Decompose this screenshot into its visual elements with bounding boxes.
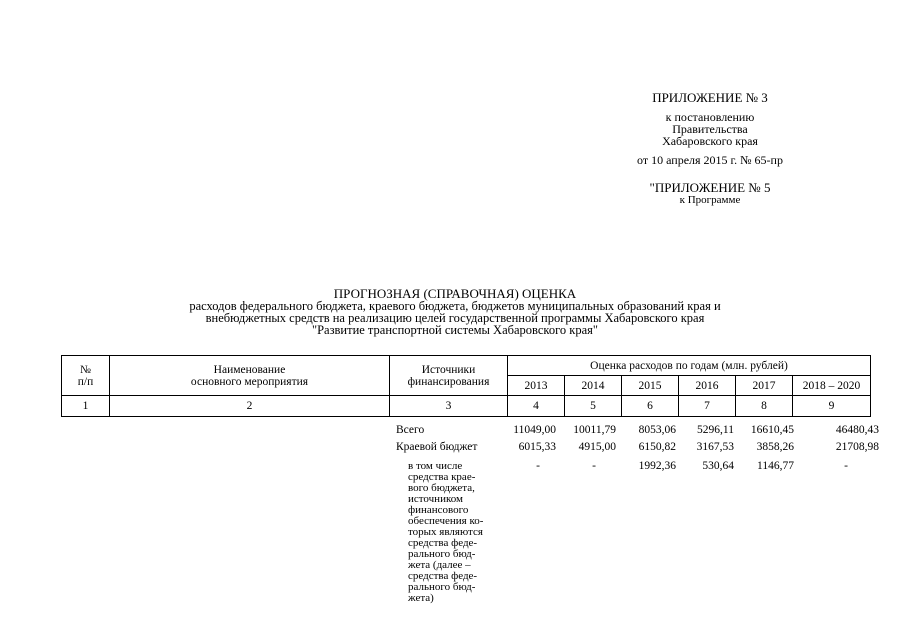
year-2017: 2017 [736,376,793,396]
appendix-header [600,91,820,206]
title-line-1: ПРОГНОЗНАЯ (СПРАВОЧНАЯ) ОЦЕНКА [333,286,577,301]
label-line: средства феде- [408,537,478,549]
cell-value: 1992,36 [638,460,676,472]
row-regional-label: Краевой бюджет [396,441,478,453]
expenses-table [61,355,871,417]
to-resolution: к постановлению [665,110,755,124]
cell-value: 10011,79 [573,424,616,436]
cell-value: - [592,460,596,472]
appendix-3-title: ПРИЛОЖЕНИЕ № 3 [652,90,768,105]
label-line: жета (далее – [408,559,471,571]
label-line: финансового [408,504,469,516]
label-line: обеспечения ко- [408,515,484,527]
to-program: к Программе [679,194,741,206]
label-line: источником [408,493,463,505]
header-name [110,356,390,396]
header-sources [390,356,508,396]
col-number: 7 [679,396,736,417]
year-2015: 2015 [622,376,679,396]
cell-value: 1146,77 [757,460,794,472]
row-total-label: Всего [396,424,425,436]
cell-value: 46480,43 [835,424,879,436]
title-line-2: расходов федерального бюджета, краевого бюджета, бюджетов муниципальных образований края и [189,299,721,313]
year-2016: 2016 [679,376,736,396]
cell-value: 6150,82 [638,441,676,453]
label-line: рального бюд- [408,548,476,560]
label-line: жета) [408,592,434,604]
cell-value: 21708,98 [835,441,879,453]
label-line: торых являются [408,526,483,538]
column-number-row [62,396,871,417]
title-line-3: внебюджетных средств на реализацию целей государственной программы Хабаровского края [205,311,705,325]
col-number: 6 [622,396,679,417]
label-line: средства крае- [408,471,476,483]
cell-value: 3167,53 [696,441,734,453]
cell-value: 530,64 [702,460,734,472]
col-number: 3 [390,396,508,417]
cell-value: - [536,460,540,472]
header-number-line2: п/п [77,375,94,388]
cell-value: - [844,460,848,472]
document-title [90,288,820,336]
col-number: 1 [62,396,110,417]
cell-value: 4915,00 [578,441,616,453]
header-number [62,356,110,396]
title-line-4: "Развитие транспортной системы Хабаровского края" [311,323,599,337]
row-federal-share-label [408,461,503,604]
government: Правительства [672,122,748,136]
appendix-5-title: "ПРИЛОЖЕНИЕ № 5 [649,180,771,195]
label-line: рального бюд- [408,581,476,593]
header-sources-line1: Источники [421,363,476,376]
col-number: 8 [736,396,793,417]
header-number-line1: № [80,363,91,376]
cell-value: 5296,11 [697,424,734,436]
label-line: вого бюджета, [408,482,475,494]
label-line: средства феде- [408,570,478,582]
header-name-line2: основного мероприятия [190,375,309,388]
label-line: в том числе [408,460,463,472]
cell-value: 11049,00 [513,424,556,436]
year-2018-2020: 2018 – 2020 [793,376,871,396]
col-number: 2 [110,396,390,417]
col-number: 5 [565,396,622,417]
cell-value: 6015,33 [518,441,556,453]
region: Хабаровского края [662,134,758,148]
col-number: 9 [793,396,871,417]
col-number: 4 [508,396,565,417]
cell-value: 3858,26 [756,441,794,453]
header-sources-line2: финансирования [407,375,490,388]
cell-value: 16610,45 [750,424,794,436]
resolution-date: от 10 апреля 2015 г. № 65-пр [637,153,783,167]
header-estimate: Оценка расходов по годам (млн. рублей) [508,356,871,376]
year-2014: 2014 [565,376,622,396]
cell-value: 8053,06 [638,424,676,436]
header-name-line1: Наименование [213,363,286,376]
year-2013: 2013 [508,376,565,396]
